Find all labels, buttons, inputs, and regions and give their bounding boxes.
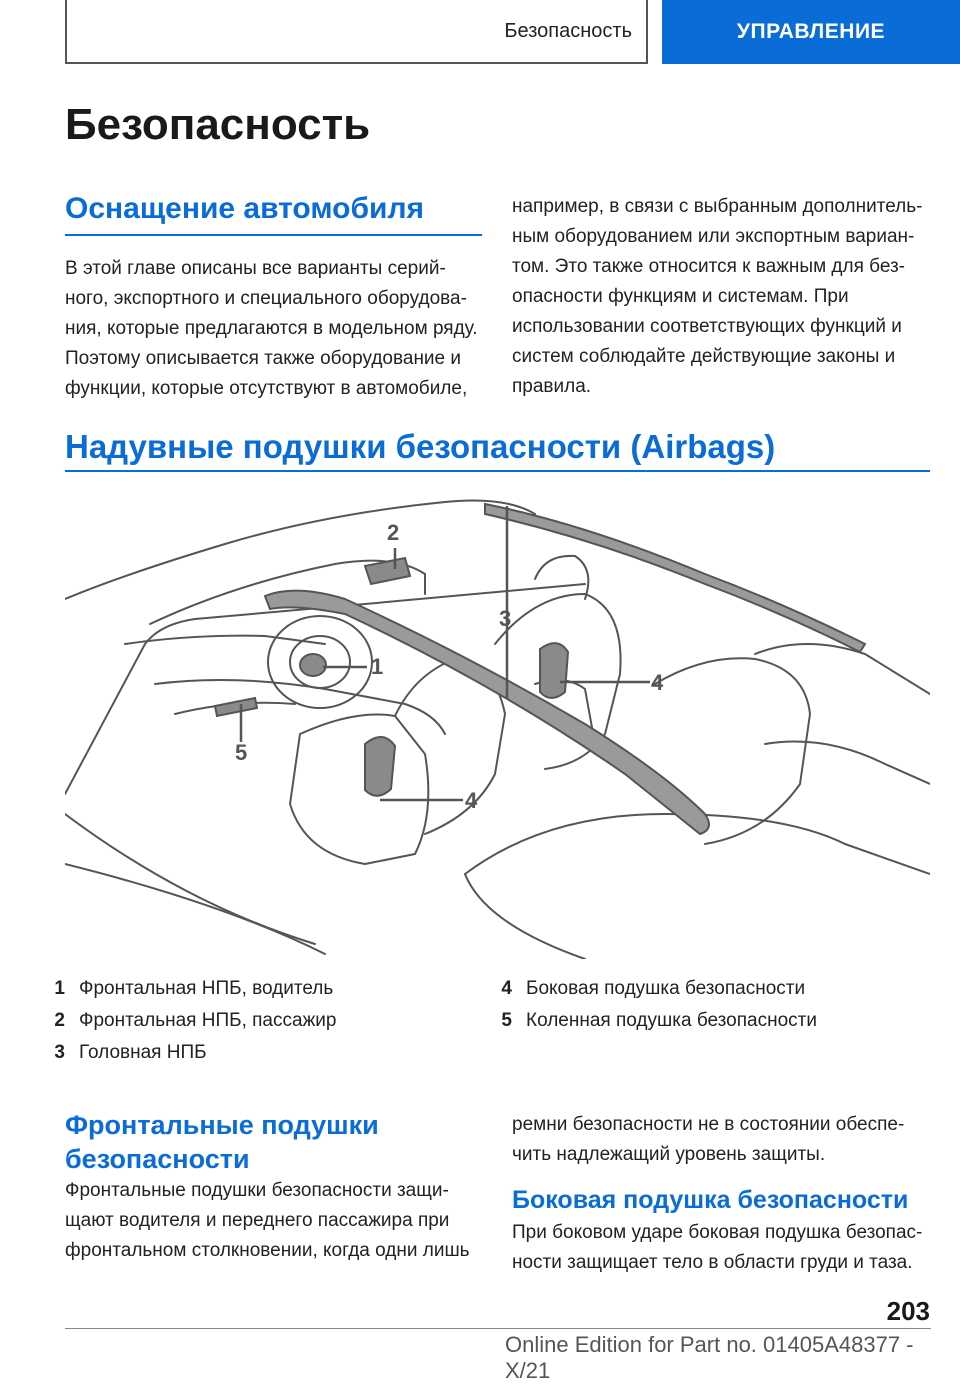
text-line: том. Это также относится к важным для без-: [512, 256, 906, 277]
equipment-col1: [65, 254, 485, 404]
airbags-heading-rule: [65, 470, 930, 472]
legend-number: 5: [501, 1010, 512, 1031]
text-line: например, в связи с выбранным дополнитель-: [512, 196, 923, 217]
text-line: ного, экспортного и специального оборудова-: [65, 288, 467, 309]
text-line: функции, которые отсутствуют в автомобиле,: [65, 378, 468, 399]
legend-text: Фронтальная НПБ, пассажир: [79, 1010, 337, 1031]
footer-rule: [65, 1328, 931, 1329]
legend-number: 1: [54, 978, 65, 999]
front-airbags-col2: [512, 1110, 932, 1170]
text-line: опасности функциям и системам. При: [512, 286, 849, 307]
page-title: Безопасность: [65, 100, 371, 149]
text-line: Поэтому описывается также оборудование и: [65, 348, 462, 369]
side-airbag-text: [512, 1218, 932, 1278]
legend-item: [492, 1006, 817, 1036]
text-line: ным оборудованием или экспортным вариан-: [512, 226, 915, 247]
legend-item: [45, 1038, 207, 1068]
text-line: При боковом ударе боковая подушка безопас-: [512, 1222, 923, 1243]
header-section-tab: [65, 0, 648, 64]
text-line: фронтальном столкновении, когда одни лишь: [65, 1240, 470, 1261]
text-line: Фронтальные подушки безопасности защи-: [65, 1180, 449, 1201]
text-line: правила.: [512, 376, 592, 397]
text-line: щают водителя и переднего пассажира при: [65, 1210, 450, 1231]
text-line: систем соблюдайте действующие законы и: [512, 346, 896, 367]
equipment-col2: [512, 192, 932, 402]
text-line: ности защищает тело в области груди и таза.: [512, 1252, 913, 1273]
car-interior-drawing: [65, 484, 930, 959]
page-number: 203: [886, 1296, 930, 1326]
legend-number: 4: [501, 978, 512, 999]
callout-5: 5: [235, 740, 248, 765]
text-line: использовании соответствующих функций и: [512, 316, 902, 337]
callout-3: 3: [499, 606, 512, 631]
text-line: В этой главе описаны все варианты серий-: [65, 258, 446, 279]
legend-item: [45, 974, 333, 1004]
text-line: ния, которые предлагаются в модельном ряду.: [65, 318, 478, 339]
text-line: чить надлежащий уровень защиты.: [512, 1144, 826, 1165]
header-section-label: Безопасность: [504, 19, 632, 42]
front-airbags-heading: [65, 1108, 379, 1176]
equipment-heading: Оснащение автомобиля: [65, 192, 425, 225]
front-airbags-col1: [65, 1176, 485, 1266]
callout-2: 2: [387, 520, 400, 545]
legend-item: [45, 1006, 336, 1036]
airbag-location-illustration: [65, 484, 930, 959]
legend-text: Коленная подушка безопасности: [526, 1010, 817, 1031]
legend-number: 2: [54, 1010, 65, 1031]
header-chapter-label: УПРАВЛЕНИЕ: [736, 20, 886, 43]
heading-line: безопасности: [65, 1144, 250, 1174]
heading-line: Фронтальные подушки: [65, 1110, 379, 1140]
legend-text: Фронтальная НПБ, водитель: [79, 978, 334, 999]
airbags-heading: Надувные подушки безопасности (Airbags): [65, 428, 776, 465]
text-line: ремни безопасности не в состоянии обеспе-: [512, 1114, 905, 1135]
footer-edition: Online Edition for Part no. 01405A48377 - X/21: [505, 1332, 914, 1383]
callout-4-front: 4: [465, 788, 478, 813]
header-chapter-tab: [662, 0, 960, 64]
callout-4-rear: 4: [651, 670, 664, 695]
legend-text: Боковая подушка безопасности: [526, 978, 806, 999]
side-airbag-heading: Боковая подушка безопасности: [512, 1186, 909, 1214]
equipment-heading-rule: [65, 234, 482, 236]
legend-text: Головная НПБ: [79, 1042, 207, 1063]
callout-1: 1: [371, 654, 384, 679]
legend-item: [492, 974, 805, 1004]
legend-number: 3: [54, 1042, 65, 1063]
